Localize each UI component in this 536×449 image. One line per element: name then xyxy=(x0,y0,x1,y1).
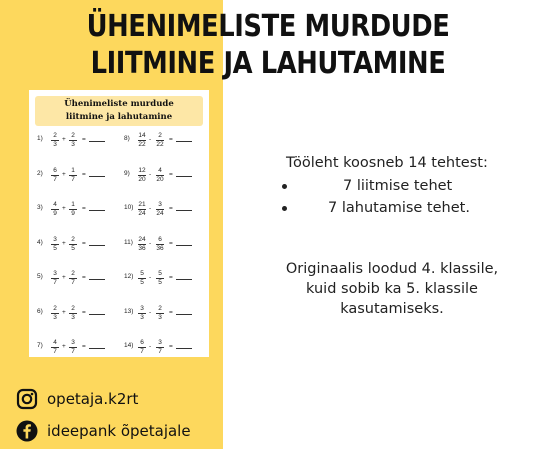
exercise-number: 14) xyxy=(124,342,134,349)
exercise-number: 8) xyxy=(124,135,130,142)
exercise-item xyxy=(124,270,204,290)
exercise-number: 9) xyxy=(124,169,130,177)
equals-sign: = xyxy=(169,308,173,316)
operator: - xyxy=(149,136,152,143)
exercise-number: 13) xyxy=(124,307,134,315)
fraction xyxy=(137,236,147,253)
exercise-item xyxy=(124,132,204,152)
facebook-link[interactable] xyxy=(16,420,191,442)
exercise-number: 4) xyxy=(37,238,43,246)
denominator: 7 xyxy=(53,175,57,183)
fraction xyxy=(68,305,78,322)
fraction xyxy=(68,236,78,253)
numerator: 2 xyxy=(53,304,57,312)
answer-blank xyxy=(176,210,192,211)
exercise-item xyxy=(37,167,117,187)
answer-blank xyxy=(89,348,105,349)
fraction xyxy=(137,167,147,184)
numerator: 3 xyxy=(140,304,144,312)
fraction xyxy=(50,305,60,322)
bullet-dot xyxy=(282,184,287,189)
exercise-item xyxy=(37,339,117,357)
fraction xyxy=(137,305,147,322)
denominator: 5 xyxy=(158,279,162,286)
equals-sign: = xyxy=(169,239,173,247)
numerator: 4 xyxy=(53,339,57,346)
fraction xyxy=(137,339,147,356)
equals-sign: = xyxy=(82,205,86,212)
operator: + xyxy=(62,205,66,212)
fraction xyxy=(155,167,165,184)
denominator: 9 xyxy=(71,210,75,217)
denominator: 3 xyxy=(53,313,57,321)
equals-sign: = xyxy=(169,274,173,281)
numerator: 24 xyxy=(138,235,146,243)
worksheet-heading-line-2: liitmine ja lahutamine xyxy=(65,112,173,122)
fraction xyxy=(68,339,78,356)
answer-blank xyxy=(89,314,105,315)
operator: + xyxy=(62,343,66,350)
numerator: 2 xyxy=(158,132,162,139)
operator: + xyxy=(62,136,66,143)
numerator: 21 xyxy=(138,201,146,208)
exercise-item xyxy=(37,236,117,256)
origin-line-1: Originaalis loodud 4. klassile, xyxy=(285,261,499,277)
denominator: 5 xyxy=(53,244,57,252)
numerator: 5 xyxy=(140,270,144,277)
denominator: 22 xyxy=(138,141,146,148)
operator: - xyxy=(149,239,152,247)
denominator: 24 xyxy=(156,210,164,217)
operator: - xyxy=(149,308,152,316)
instagram-link[interactable] xyxy=(16,388,138,410)
exercise-item xyxy=(124,201,204,221)
facebook-icon xyxy=(16,420,38,442)
denominator: 7 xyxy=(53,279,57,286)
operator: - xyxy=(149,274,152,281)
exercise-item xyxy=(37,270,117,290)
answer-blank xyxy=(176,314,192,315)
numerator: 3 xyxy=(53,235,57,243)
numerator: 1 xyxy=(71,201,75,208)
answer-blank xyxy=(176,176,192,177)
equals-sign: = xyxy=(169,170,173,178)
numerator: 3 xyxy=(71,339,75,346)
fraction xyxy=(68,132,78,149)
denominator: 3 xyxy=(140,313,144,321)
fraction xyxy=(50,132,60,149)
numerator: 2 xyxy=(53,132,57,139)
exercise-number: 11) xyxy=(124,238,133,246)
denominator: 20 xyxy=(156,175,164,183)
fraction xyxy=(137,132,147,149)
exercise-number: 5) xyxy=(37,273,43,280)
numerator: 2 xyxy=(71,132,75,139)
fraction xyxy=(155,236,165,253)
fraction xyxy=(50,339,60,356)
numerator: 2 xyxy=(71,235,75,243)
operator: - xyxy=(149,170,152,178)
equals-sign: = xyxy=(169,136,173,143)
operator: + xyxy=(62,274,66,281)
fraction xyxy=(68,201,78,218)
origin-line-2: kuid sobib ka 5. klassile xyxy=(306,281,478,297)
numerator: 1 xyxy=(71,166,75,174)
operator: - xyxy=(149,343,152,350)
operator: + xyxy=(62,170,66,178)
denominator: 7 xyxy=(140,348,144,355)
numerator: 4 xyxy=(158,166,162,174)
fraction xyxy=(68,270,78,287)
exercise-number: 1) xyxy=(37,135,43,142)
exercise-number: 12) xyxy=(124,273,134,280)
fraction xyxy=(155,201,165,218)
numerator: 2 xyxy=(71,270,75,277)
worksheet-preview xyxy=(29,90,209,357)
exercise-item xyxy=(37,132,117,152)
fraction xyxy=(155,270,165,287)
denominator: 20 xyxy=(138,175,146,183)
exercise-item xyxy=(124,305,204,325)
denominator: 9 xyxy=(53,210,57,217)
equals-sign: = xyxy=(169,205,173,212)
exercise-number: 3) xyxy=(37,204,43,211)
denominator: 7 xyxy=(158,348,162,355)
fraction xyxy=(50,201,60,218)
exercise-number: 7) xyxy=(37,342,43,349)
denominator: 7 xyxy=(71,279,75,286)
bullet-subtraction: 7 lahutamise tehet. xyxy=(328,200,470,216)
title-line-1: ÜHENIMELISTE MURDUDE xyxy=(86,9,450,44)
instagram-icon xyxy=(16,388,38,410)
numerator: 14 xyxy=(138,132,146,139)
denominator: 24 xyxy=(138,210,146,217)
denominator: 36 xyxy=(156,244,164,252)
numerator: 5 xyxy=(158,270,162,277)
fraction xyxy=(50,236,60,253)
page-title xyxy=(38,8,499,82)
numerator: 4 xyxy=(53,201,57,208)
denominator: 7 xyxy=(71,348,75,355)
denominator: 3 xyxy=(71,313,75,321)
fraction xyxy=(50,270,60,287)
exercise-number: 6) xyxy=(37,307,43,315)
fraction xyxy=(155,305,165,322)
origin-note xyxy=(262,259,522,319)
facebook-page-name: ideepank õpetajale xyxy=(47,422,191,440)
instagram-handle: opetaja.k2rt xyxy=(47,390,139,408)
equals-sign: = xyxy=(82,136,86,143)
answer-blank xyxy=(176,141,192,142)
answer-blank xyxy=(89,141,105,142)
denominator: 3 xyxy=(71,141,75,148)
exercise-item xyxy=(124,339,204,357)
numerator: 2 xyxy=(71,304,75,312)
origin-line-3: kasutamiseks. xyxy=(340,301,444,317)
numerator: 6 xyxy=(158,235,162,243)
fraction xyxy=(155,339,165,356)
denominator: 36 xyxy=(138,244,146,252)
bullet-addition: 7 liitmise tehet xyxy=(343,178,453,194)
worksheet-heading-line-1: Ühenimeliste murdude xyxy=(64,99,174,109)
answer-blank xyxy=(89,279,105,280)
equals-sign: = xyxy=(82,343,86,350)
fraction xyxy=(155,132,165,149)
numerator: 6 xyxy=(140,339,144,346)
fraction xyxy=(137,201,147,218)
numerator: 2 xyxy=(158,304,162,312)
exercise-number: 2) xyxy=(37,169,43,177)
numerator: 3 xyxy=(53,270,57,277)
equals-sign: = xyxy=(82,274,86,281)
fraction xyxy=(68,167,78,184)
title-line-2: LIITMINE JA LAHUTAMINE xyxy=(90,46,446,81)
equals-sign: = xyxy=(169,343,173,350)
numerator: 12 xyxy=(138,166,146,174)
fraction xyxy=(137,270,147,287)
exercise-number: 10) xyxy=(124,204,134,211)
answer-blank xyxy=(176,279,192,280)
operator: - xyxy=(149,205,152,212)
denominator: 7 xyxy=(71,175,75,183)
answer-blank xyxy=(89,210,105,211)
numerator: 3 xyxy=(158,339,162,346)
denominator: 5 xyxy=(71,244,75,252)
denominator: 22 xyxy=(156,141,164,148)
equals-sign: = xyxy=(82,308,86,316)
exercise-item xyxy=(37,201,117,221)
equals-sign: = xyxy=(82,239,86,247)
operator: + xyxy=(62,308,66,316)
denominator: 3 xyxy=(53,141,57,148)
denominator: 5 xyxy=(140,279,144,286)
answer-blank xyxy=(176,245,192,246)
bullet-dot xyxy=(282,206,287,211)
numerator: 3 xyxy=(158,201,162,208)
denominator: 3 xyxy=(158,313,162,321)
fraction xyxy=(50,167,60,184)
exercise-item xyxy=(37,305,117,325)
answer-blank xyxy=(89,245,105,246)
denominator: 7 xyxy=(53,348,57,355)
equals-sign: = xyxy=(82,170,86,178)
answer-blank xyxy=(176,348,192,349)
intro-text: Tööleht koosneb 14 tehtest: xyxy=(286,155,488,171)
operator: + xyxy=(62,239,66,247)
exercise-item xyxy=(124,236,204,256)
answer-blank xyxy=(89,176,105,177)
exercise-item xyxy=(124,167,204,187)
numerator: 6 xyxy=(53,166,57,174)
worksheet-heading xyxy=(35,96,203,126)
